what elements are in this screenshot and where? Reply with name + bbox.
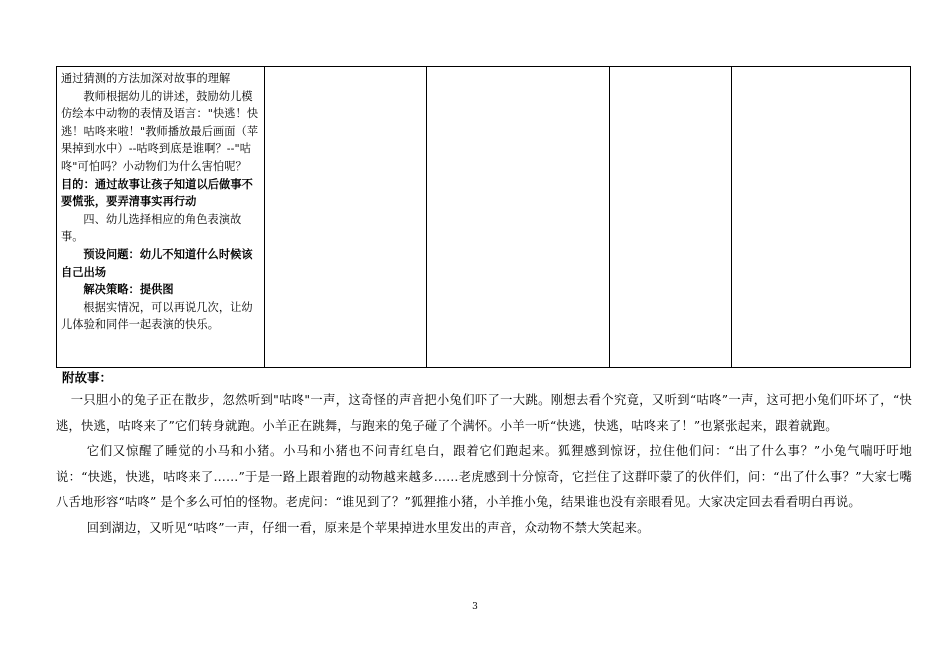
empty-cell xyxy=(610,67,732,368)
story-paragraph: 它们又惊醒了睡觉的小马和小猪。小马和小猪也不问青红皂白，跟着它们跑起来。狐狸感到惊讶，拉住他们问：“出了什么事？”小兔气喘吁吁地说：“快逃，快逃，咕咚来了……”于是一路上跟着跑的动物越来越多……老虎感到十分惊奇，它拦住了这群吓蒙了的伙伴们，问：“出了什么事？”大家七嘴八舌地形容“咕咚” 是个多么可怕的怪物。老虎问：“谁见到了？”狐狸推小猪，小羊推小兔，结果谁也没有亲眼看见。大家决定回去看看明白再说。 xyxy=(56,444,912,510)
story-title: 附故事： xyxy=(62,370,113,385)
story-section xyxy=(56,368,912,542)
table-row xyxy=(57,67,911,368)
lesson-plan-table xyxy=(56,66,911,368)
cell-line: 目的：通过故事让孩子知道以后做事不要慌张，要弄清事实再行动 xyxy=(61,176,253,209)
empty-cell xyxy=(265,67,427,368)
empty-cell xyxy=(732,67,911,368)
story-paragraph: 一只胆小的兔子正在散步，忽然听到"咕咚"一声，这奇怪的声音把小兔们吓了一大跳。刚想去看个究竟，又听到“咕咚”一声，这可把小兔们吓坏了，“快逃，快逃，咕咚来了”它们转身就跑。小羊正在跳舞，与跑来的兔子碰了个满怀。小羊一听“快逃，快逃，咕咚来了！”也紧张起来，跟着就跑。 xyxy=(56,393,912,433)
empty-cell xyxy=(427,67,610,368)
cell-line: 四、幼儿选择相应的角色表演故事。 xyxy=(61,212,242,244)
cell-line: 根据实情况，可以再说几次，让幼儿体验和同伴一起表演的快乐。 xyxy=(61,300,253,332)
activity-process-cell xyxy=(57,67,265,368)
cell-line: 预设问题：幼儿不知道什么时候该自己出场 xyxy=(61,246,253,279)
cell-line: 教师根据幼儿的讲述，鼓励幼儿模仿绘本中动物的表情及语言："快逃！快逃！咕咚来啦！"教师播放最后画面（苹果掉到水中）--咕咚到底是谁啊？--"咕咚"可怕吗？小动物们为什么害怕呢？ xyxy=(61,89,259,173)
cell-line: 解决策略：提供图 xyxy=(83,282,174,297)
cell-line: 通过猜测的方法加深对故事的理解 xyxy=(61,72,231,85)
story-paragraph: 回到湖边，又听见“咕咚”一声，仔细一看，原来是个苹果掉进水里发出的声音，众动物不禁大笑起来。 xyxy=(86,520,650,535)
page-number: 3 xyxy=(472,602,478,612)
